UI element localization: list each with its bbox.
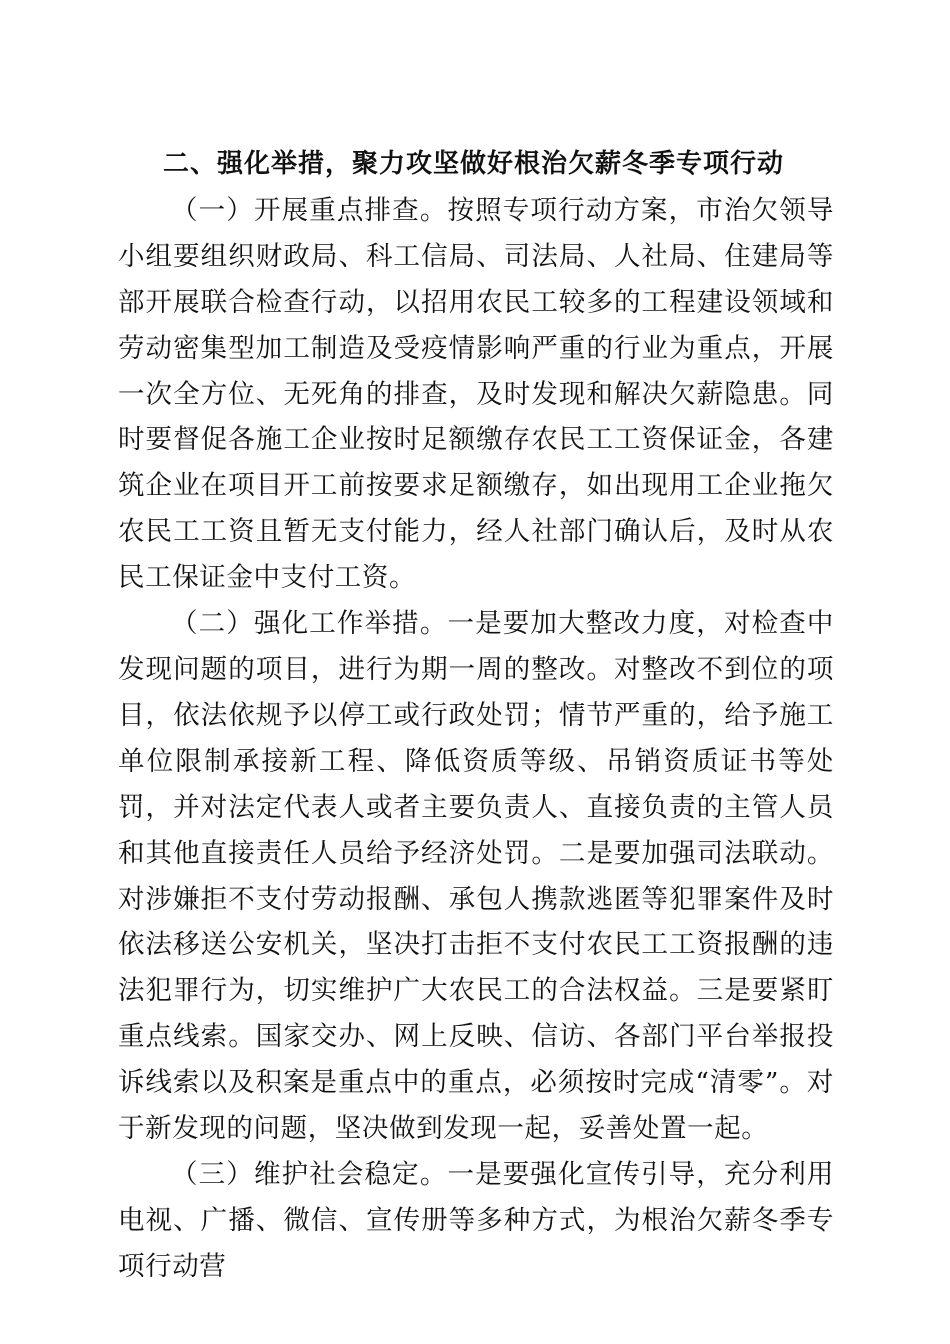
paragraph-investigation [118,188,834,601]
section-heading: 二、强化举措，聚力攻坚做好根治欠薪冬季专项行动 [163,149,785,179]
paragraph-lead: （二）强化工作举措。 [171,608,448,640]
paragraph-lead: （三）维护社会稳定。 [171,1158,448,1190]
paragraph-stability [118,1152,834,1290]
paragraph-text: 一是要加大整改力度，对检查中发现问题的项目，进行为期一周的整改。对整改不到位的项目，依法依规予以停工或行政处罚；情节严重的，给予施工单位限制承接新工程、降低资质等级、吊销资质证书等处罚，并对法定代表人或者主要负责人、直接负责的主管人员和其他直接责任人员给予经济处罚。二是要加强司法联动。对涉嫌拒不支付劳动报酬、承包人携款逃匿等犯罪案件及时依法移送公安机关，坚决打击拒不支付农民工工资报酬的违法犯罪行为，切实维护广大农民工的合法权益。三是要紧盯重点线索。国家交办、网上反映、信访、各部门平台举报投诉线索以及积案是重点中的重点，必须按时完成“清零”。对于新发现的问题，坚决做到发现一起，妥善处置一起。 [118,608,835,1145]
document-body [118,142,834,1290]
paragraph-text: 一是要强化宣传引导，充分利用电视、广播、微信、宣传册等多种方式，为根治欠薪冬季专项行动营 [118,1158,835,1282]
paragraph-lead: （一）开展重点排查。 [171,194,448,226]
paragraph-text: 按照专项行动方案，市治欠领导小组要组织财政局、科工信局、司法局、人社局、住建局等部开展联合检查行动，以招用农民工较多的工程建设领域和劳动密集型加工制造及受疫情影响严重的行业为重点，开展一次全方位、无死角的排查，及时发现和解决欠薪隐患。同时要督促各施工企业按时足额缴存农民工工资保证金，各建筑企业在项目开工前按要求足额缴存，如出现用工企业拖欠农民工工资且暂无支付能力，经人社部门确认后，及时从农民工保证金中支付工资。 [118,194,835,594]
paragraph-measures [118,601,834,1152]
